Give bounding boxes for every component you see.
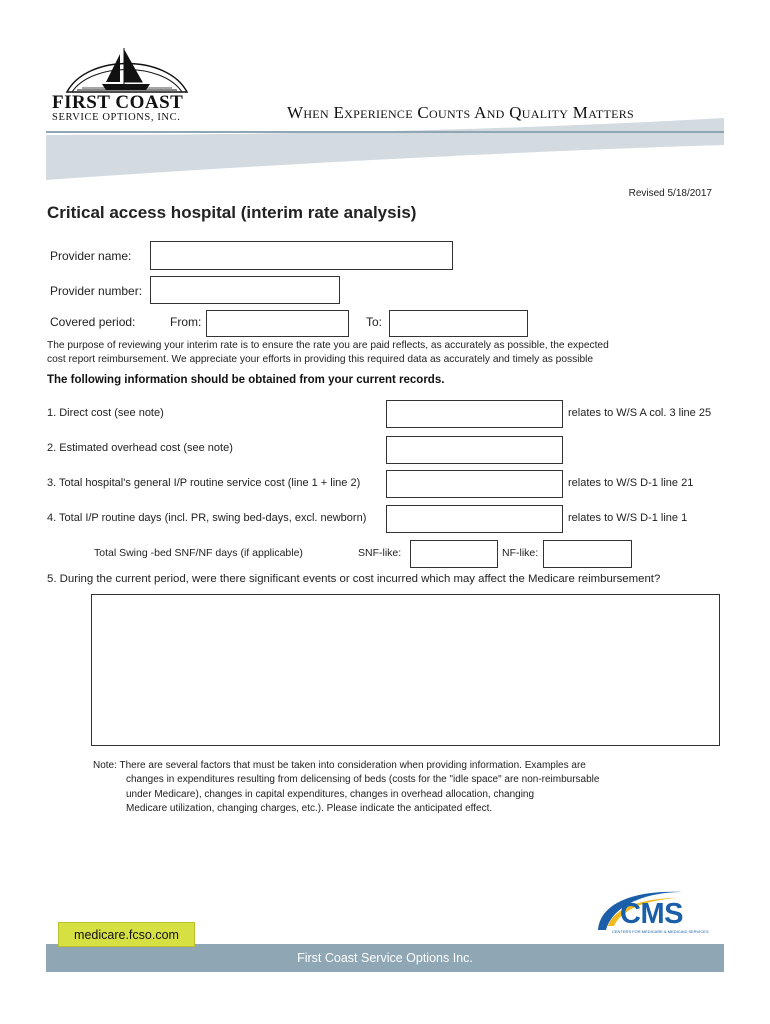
- purpose-line-2: cost report reimbursement. We appreciate your efforts in providing this required data as accurately and timely as possible: [47, 354, 594, 365]
- to-date-field[interactable]: [389, 310, 528, 337]
- page-title: Critical access hospital (interim rate analysis): [47, 203, 417, 222]
- to-label: To:: [366, 315, 383, 329]
- website-link[interactable]: medicare.fcso.com: [58, 922, 195, 947]
- note-line-1: Note: There are several factors that must be taken into consideration when providing information. Examples are: [93, 760, 586, 771]
- item-3-label: 3. Total hospital's general I/P routine service cost (line 1 + line 2): [47, 477, 361, 489]
- item-2-label: 2. Estimated overhead cost (see note): [47, 442, 233, 454]
- cms-subtitle: CENTERS FOR MEDICARE & MEDICAID SERVICES: [612, 929, 709, 934]
- item-1-relates: relates to W/S A col. 3 line 25: [568, 407, 712, 419]
- from-date-field[interactable]: [206, 310, 349, 337]
- item-3-relates: relates to W/S D-1 line 21: [568, 477, 694, 489]
- logo-name: FIRST COAST: [52, 92, 184, 113]
- logo-subtitle: SERVICE OPTIONS, INC.: [52, 112, 181, 123]
- provider-number-field[interactable]: [150, 276, 340, 304]
- item-4-field[interactable]: [386, 505, 563, 533]
- snf-label: SNF-like:: [358, 547, 402, 559]
- covered-period-label: Covered period:: [50, 315, 136, 329]
- provider-name-label: Provider name:: [50, 249, 132, 263]
- note-line-2: changes in expenditures resulting from delicensing of beds (costs for the "idle space" are non-reimbursable: [126, 774, 600, 786]
- item-1-label: 1. Direct cost (see note): [47, 407, 164, 419]
- purpose-line-1: The purpose of reviewing your interim rate is to ensure the rate you are paid reflects, as accurately as possible, the expected: [47, 340, 609, 351]
- footer-company: First Coast Service Options Inc.: [297, 951, 473, 965]
- item-4-relates: relates to W/S D-1 line 1: [568, 512, 688, 524]
- tagline: When Experience Counts And Quality Matters: [287, 103, 635, 122]
- footer-bar: [46, 944, 724, 972]
- snf-field[interactable]: [410, 540, 498, 568]
- cms-logo: CMS: [620, 898, 683, 930]
- provider-number-label: Provider number:: [50, 284, 143, 298]
- purpose-text: [47, 339, 687, 367]
- item-1-field[interactable]: [386, 400, 563, 428]
- nf-label: NF-like:: [502, 547, 539, 559]
- swing-bed-label: Total Swing -bed SNF/NF days (if applicable): [94, 547, 303, 559]
- section-heading: The following information should be obtained from your current records.: [47, 374, 445, 386]
- item-3-field[interactable]: [386, 470, 563, 498]
- ship-logo-icon: [62, 44, 192, 94]
- note-text: [93, 759, 693, 817]
- nf-field[interactable]: [543, 540, 632, 568]
- provider-name-field[interactable]: [150, 241, 453, 270]
- question-5-textarea[interactable]: [91, 594, 720, 746]
- note-line-3: under Medicare), changes in capital expenditures, changes in overhead allocation, changing: [126, 788, 535, 800]
- item-2-field[interactable]: [386, 436, 563, 464]
- from-label: From:: [170, 315, 202, 329]
- note-line-4: Medicare utilization, changing charges, etc.). Please indicate the anticipated effect.: [126, 803, 493, 815]
- item-4-label: 4. Total I/P routine days (incl. PR, swing bed-days, excl. newborn): [47, 512, 367, 524]
- question-5-label: 5. During the current period, were there significant events or cost incurred which may affect the Medicare reimbursement?: [47, 573, 661, 585]
- revised-date: Revised 5/18/2017: [628, 188, 712, 199]
